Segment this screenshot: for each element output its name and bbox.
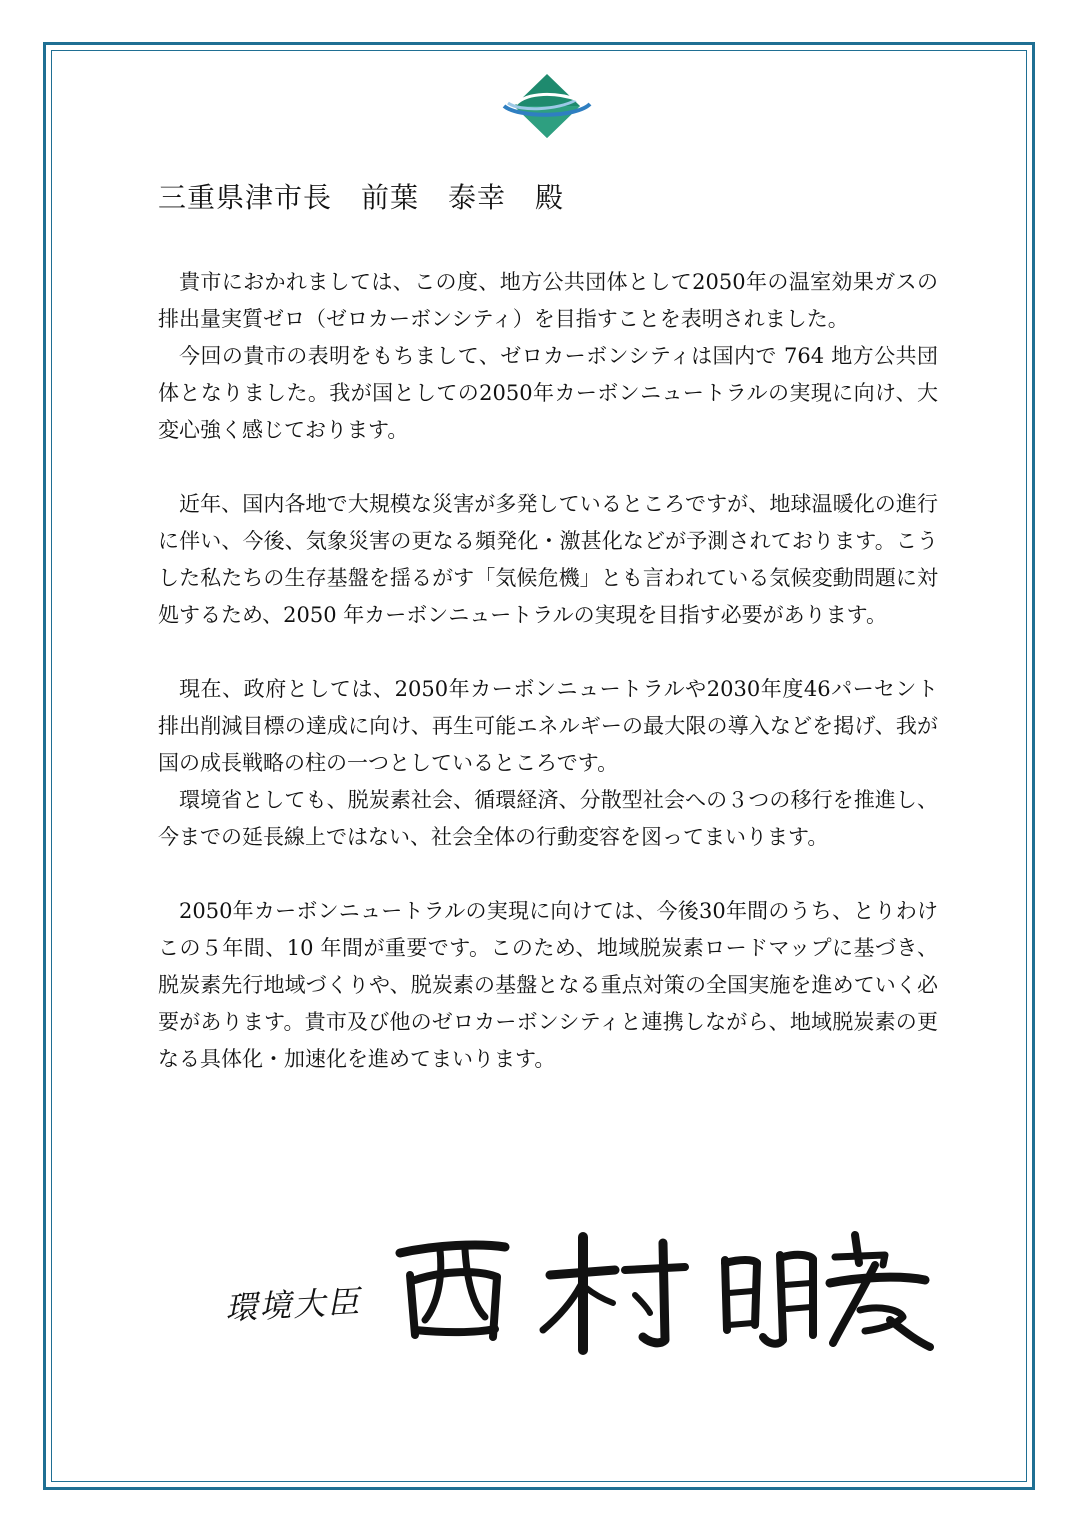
letter-body [158, 264, 938, 1078]
paragraph-5: 環境省としても、脱炭素社会、循環経済、分散型社会への３つの移行を推進し、今までの延長線上ではない、社会全体の行動変容を図ってまいります。 [158, 788, 938, 849]
paragraph-2: 今回の貴市の表明をもちまして、ゼロカーボンシティは国内で 764 地方公共団体となりました。我が国としての2050年カーボンニュートラルの実現に向け、大変心強く感じております。 [158, 344, 938, 442]
signature-block [225, 1225, 945, 1355]
letter-addressee: 三重県津市長 前葉 泰幸 殿 [158, 181, 565, 214]
paragraph-3: 近年、国内各地で大規模な災害が多発しているところですが、地球温暖化の進行に伴い、今後、気象災害の更なる頻発化・激甚化などが予測されております。こうした私たちの生存基盤を揺るがす「気候危機」とも言われている気候変動問題に対処するため、2050 年カーボンニュートラルの実現を目指す必要があります。 [158, 492, 938, 627]
paragraph-6: 2050年カーボンニュートラルの実現に向けては、今後30年間のうち、とりわけこの５年間、10 年間が重要です。このため、地域脱炭素ロードマップに基づき、脱炭素先行地域づくりや、脱炭素の基盤となる重点対策の全国実施を進めていく必要があります。貴市及び他のゼロカーボンシティと連携しながら、地域脱炭素の更なる具体化・加速化を進めてまいります。 [158, 899, 938, 1071]
ministry-logo [498, 70, 596, 140]
handwritten-signature [385, 1225, 945, 1355]
signature-title: 環境大臣 [224, 1282, 363, 1328]
paragraph-4: 現在、政府としては、2050年カーボンニュートラルや2030年度46パーセント排出削減目標の達成に向け、再生可能エネルギーの最大限の導入などを掲げ、我が国の成長戦略の柱の一つとしているところです。 [158, 677, 938, 775]
paragraph-1: 貴市におかれましては、この度、地方公共団体として2050年の温室効果ガスの排出量実質ゼロ（ゼロカーボンシティ）を目指すことを表明されました。 [158, 270, 938, 331]
